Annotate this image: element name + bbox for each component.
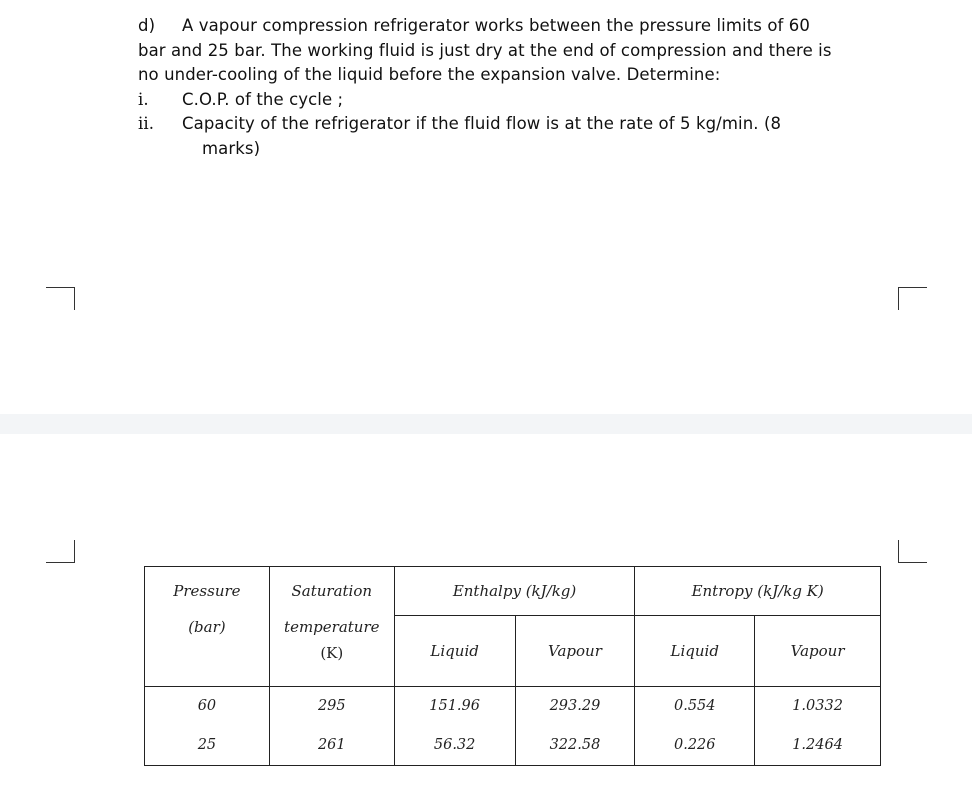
cell-temperature: 295: [269, 686, 394, 725]
cell-enthalpy-vapour: 293.29: [515, 686, 635, 725]
header-pressure-unit: (bar): [145, 616, 270, 687]
question-text-1: A vapour compression refrigerator works between the pressure limits of 60: [182, 16, 810, 35]
cell-pressure: 60: [145, 686, 270, 725]
page-corner-mark: [46, 540, 75, 563]
question-label: d): [138, 16, 156, 35]
cell-enthalpy-liquid: 56.32: [394, 725, 515, 766]
page-corner-mark: [898, 540, 927, 563]
cell-enthalpy-liquid: 151.96: [394, 686, 515, 725]
cell-pressure: 25: [145, 725, 270, 766]
table-row: [145, 725, 881, 766]
question-block: [138, 14, 898, 161]
cell-entropy-vapour: 1.2464: [755, 725, 881, 766]
header-entropy: Entropy (kJ/kg K): [635, 567, 881, 616]
item-number: i.: [138, 89, 149, 109]
table-row: [145, 686, 881, 725]
header-pressure: Pressure: [145, 567, 270, 616]
item-number: ii.: [138, 114, 155, 133]
question-item-2-continuation: marks): [202, 138, 261, 158]
cell-enthalpy-vapour: 322.58: [515, 725, 635, 766]
header-temperature-label: temperature: [284, 617, 380, 636]
cell-entropy-liquid: 0.226: [635, 725, 755, 766]
header-saturation: Saturation: [269, 567, 394, 616]
header-enthalpy-vapour: Vapour: [515, 616, 635, 687]
header-temperature: [269, 616, 394, 687]
header-entropy-liquid: Liquid: [635, 616, 755, 687]
page-break-band: [0, 414, 972, 434]
question-line-2: bar and 25 bar. The working fluid is just dry at the end of compression and there is: [138, 40, 832, 60]
header-enthalpy: Enthalpy (kJ/kg): [394, 567, 635, 616]
page-corner-mark: [46, 287, 75, 310]
cell-temperature: 261: [269, 725, 394, 766]
item-text: C.O.P. of the cycle ;: [182, 89, 344, 109]
properties-table: [144, 566, 881, 766]
item-text: Capacity of the refrigerator if the fluid flow is at the rate of 5 kg/min. (8: [182, 114, 782, 133]
question-item-2: [138, 112, 898, 137]
header-entropy-vapour: Vapour: [755, 616, 881, 687]
question-line-3: no under-cooling of the liquid before the expansion valve. Determine:: [138, 65, 721, 84]
question-item-1: [138, 88, 898, 113]
cell-entropy-liquid: 0.554: [635, 686, 755, 725]
question-line-1: [138, 14, 898, 39]
page-corner-mark: [898, 287, 927, 310]
cell-entropy-vapour: 1.0332: [755, 686, 881, 725]
header-enthalpy-liquid: Liquid: [394, 616, 515, 687]
header-temperature-unit: (K): [320, 643, 344, 662]
